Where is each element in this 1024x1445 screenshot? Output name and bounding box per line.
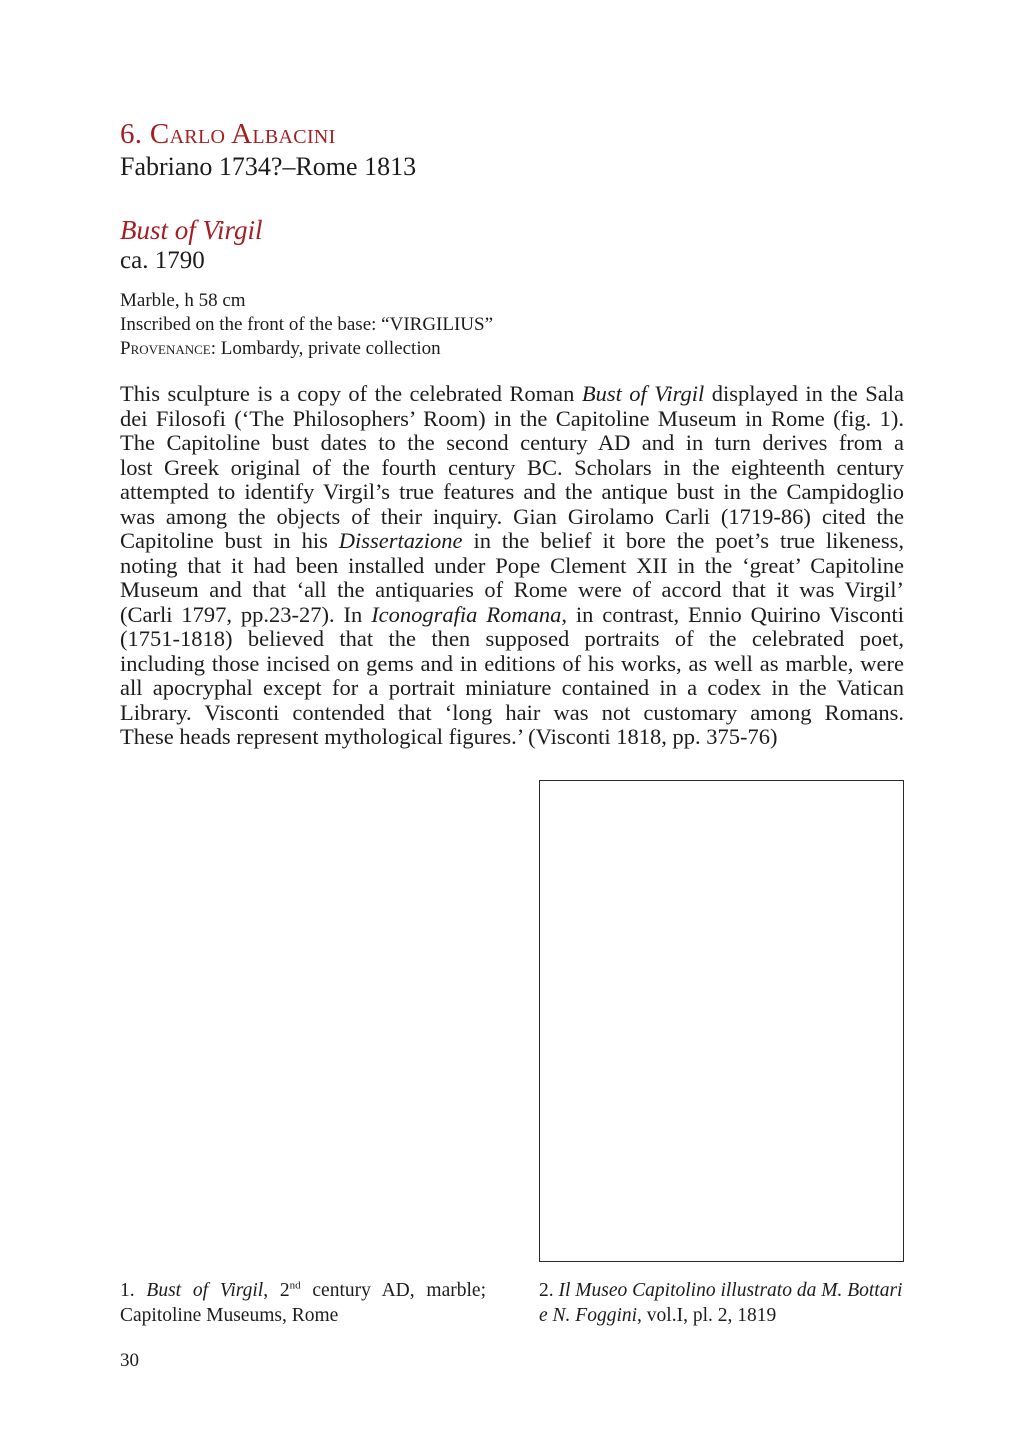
body-paragraph	[120, 382, 904, 750]
body-line: noting that it had been installed under Pope Clement XII in the ‘great’ Capitoline	[120, 552, 904, 578]
catalogue-entry-heading	[120, 116, 336, 152]
work-date: ca. 1790	[120, 247, 205, 274]
body-line: (Carli 1797, pp.23-27). In Iconografia Romana, in contrast, Ennio Quirino Visconti	[120, 601, 905, 627]
body-line: This sculpture is a copy of the celebrated Roman Bust of Virgil displayed in the Sala	[120, 381, 904, 406]
body-line: The Capitoline bust dates to the second century AD and in turn derives from a	[120, 430, 904, 455]
caption-line: e N. Foggini, vol.I, pl. 2, 1819	[539, 1305, 777, 1326]
provenance-value: Lombardy, private collection	[216, 338, 441, 359]
artist-name: Carlo Albacini	[149, 118, 336, 150]
body-line: Library. Visconti contended that ‘long hair was not customary among Romans.	[120, 699, 904, 725]
work-title: Bust of Virgil	[120, 215, 263, 245]
figure-2-image-frame	[539, 780, 904, 1262]
work-metadata	[120, 289, 904, 361]
body-line: dei Filosofi (‘The Philosophers’ Room) in the Capitoline Museum in Rome (fig. 1).	[120, 405, 904, 431]
body-line: These heads represent mythological figures.’ (Visconti 1818, pp. 375-76)	[120, 724, 778, 749]
page-number: 30	[120, 1350, 139, 1371]
caption-line: Capitoline Museums, Rome	[120, 1305, 339, 1326]
medium-line: Marble, h 58 cm	[120, 290, 246, 311]
figure-2-caption	[539, 1278, 903, 1328]
inscription-line: Inscribed on the front of the base: “VIRGILIUS”	[120, 314, 494, 335]
body-line: Museum and that ‘all the antiquaries of Rome were of accord that it was Virgil’	[120, 577, 904, 602]
body-line: all apocryphal except for a portrait miniature contained in a codex in the Vatican	[120, 675, 904, 700]
body-line: Capitoline bust in his Dissertazione in the belief it bore the poet’s true likeness,	[120, 528, 904, 553]
figure-1-caption	[120, 1278, 486, 1328]
entry-number: 6.	[120, 118, 143, 150]
artist-dates: Fabriano 1734?–Rome 1813	[120, 152, 417, 181]
body-line: was among the objects of their inquiry. Gian Girolamo Carli (1719-86) cited the	[120, 503, 904, 529]
body-line: attempted to identify Virgil’s true features and the antique bust in the Campidoglio	[120, 479, 904, 504]
provenance-line	[120, 337, 904, 361]
body-line: (1751-1818) believed that the then supposed portraits of the celebrated poet,	[120, 626, 904, 651]
caption-line: 2. Il Museo Capitolino illustrato da M. Bottari	[539, 1280, 903, 1301]
body-line: including those incised on gems and in editions of his works, as well as marble, were	[120, 650, 904, 676]
provenance-label: Provenance:	[120, 338, 217, 359]
caption-line: 1. Bust of Virgil, 2nd century AD, marble;	[120, 1279, 486, 1301]
body-line: lost Greek original of the fourth century BC. Scholars in the eighteenth century	[120, 454, 904, 480]
